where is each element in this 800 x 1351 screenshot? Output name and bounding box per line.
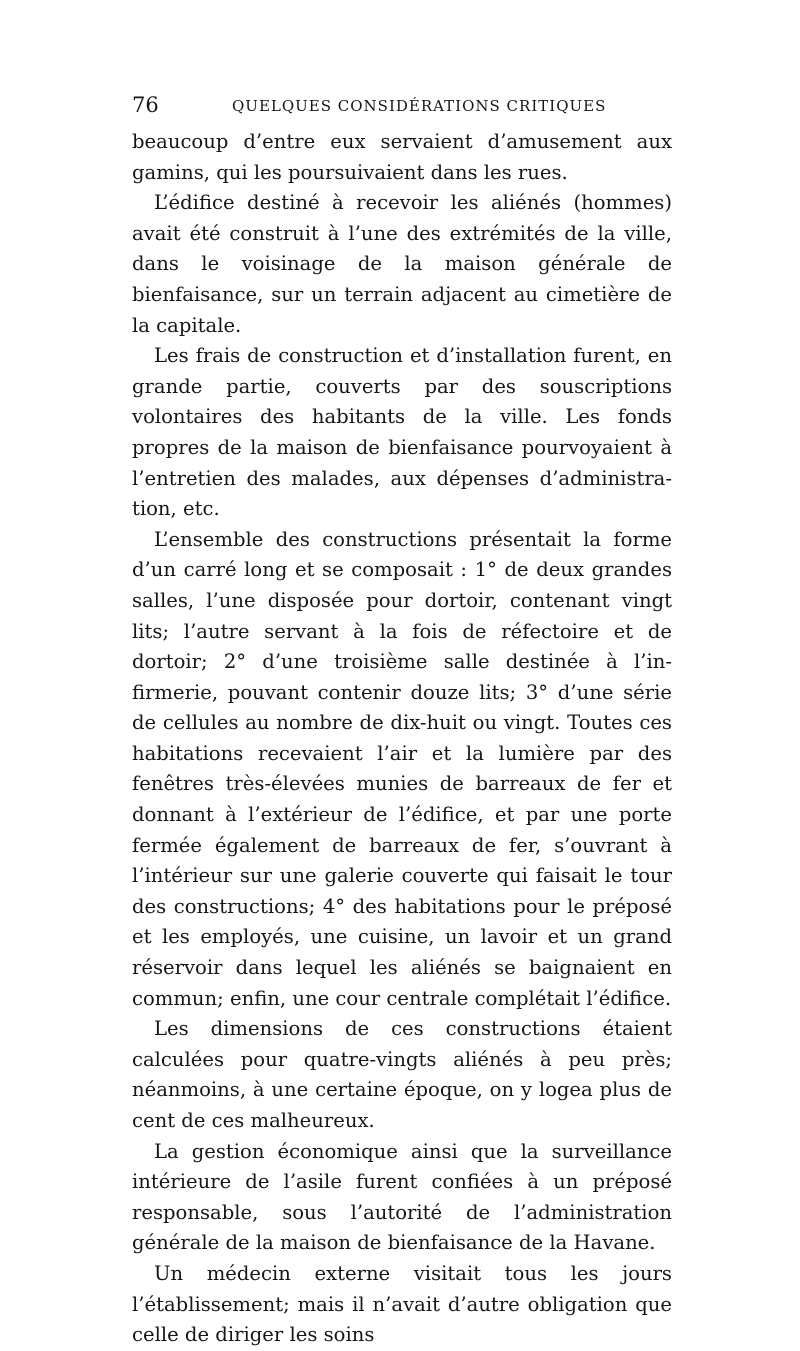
running-title: QUELQUES CONSIDÉRATIONS CRITIQUES bbox=[232, 97, 607, 115]
paragraph-layout: L’ensemble des constructions présentait la forme d’un carré long et se composait : 1° de deux grandes salles, l’une disposée pour dortoir, contenant vingt lits; l’autre servant à la fois de réfectoire et de dortoir; 2° d’une troisième salle destinée à l’infirmerie, pouvant contenir douze lits; 3° d’une série de cellules au nombre de dix-huit ou vingt. Toutes ces habitations recevaient l’air et la lumière par des fenêtres très-élevées munies de barreaux de fer et donnant à l’extérieur de l’édifice, et par une porte fermée également de barreaux de fer, s’ouvrant à l’intérieur sur une galerie couverte qui faisait le tour des constructions; 4° des habitations pour le préposé et les employés, une cuisine, un lavoir et un grand réservoir dans lequel les aliénés se baignaient en commun; enfin, une cour centrale complétait l’édifice. bbox=[132, 527, 672, 1010]
paragraph-management: La gestion économique ainsi que la surveillance intérieure de l’asile furent confiées à un préposé responsable, sous l’autorité de l’administration générale de la maison de bienfaisance de la Havane. bbox=[132, 1139, 672, 1255]
page-number: 76 bbox=[132, 93, 159, 117]
paragraph-physician: Un médecin externe visitait tous les jours l’établissement; mais il n’avait d’autre obligation que celle de diriger les soins bbox=[132, 1261, 672, 1347]
paragraph-funding: Les frais de construction et d’installation furent, en grande partie, couverts par des souscriptions volontaires des habitants de la ville. Les fonds propres de la maison de bienfaisance pourvoyaient à l’entretien des malades, aux dépenses d’administration, etc. bbox=[132, 344, 672, 521]
paragraph-dimensions: Les dimensions de ces constructions étaient calculées pour quatre-vingts aliénés à peu près; néanmoins, à une certaine époque, on y logea plus de cent de ces malheureux. bbox=[132, 1017, 672, 1132]
body-text bbox=[132, 127, 672, 1351]
running-head bbox=[132, 92, 672, 118]
paragraph-edifice: L’édifice destiné à recevoir les aliénés (hommes) avait été construit à l’une des extrémités de la ville, dans le voisinage de la maison générale de bienfaisance, sur un terrain adjacent au cimetière de la capitale. bbox=[132, 191, 672, 337]
paragraph-continuation: beaucoup d’entre eux servaient d’amusement aux gamins, qui les poursuivaient dans les rues. bbox=[132, 130, 672, 184]
